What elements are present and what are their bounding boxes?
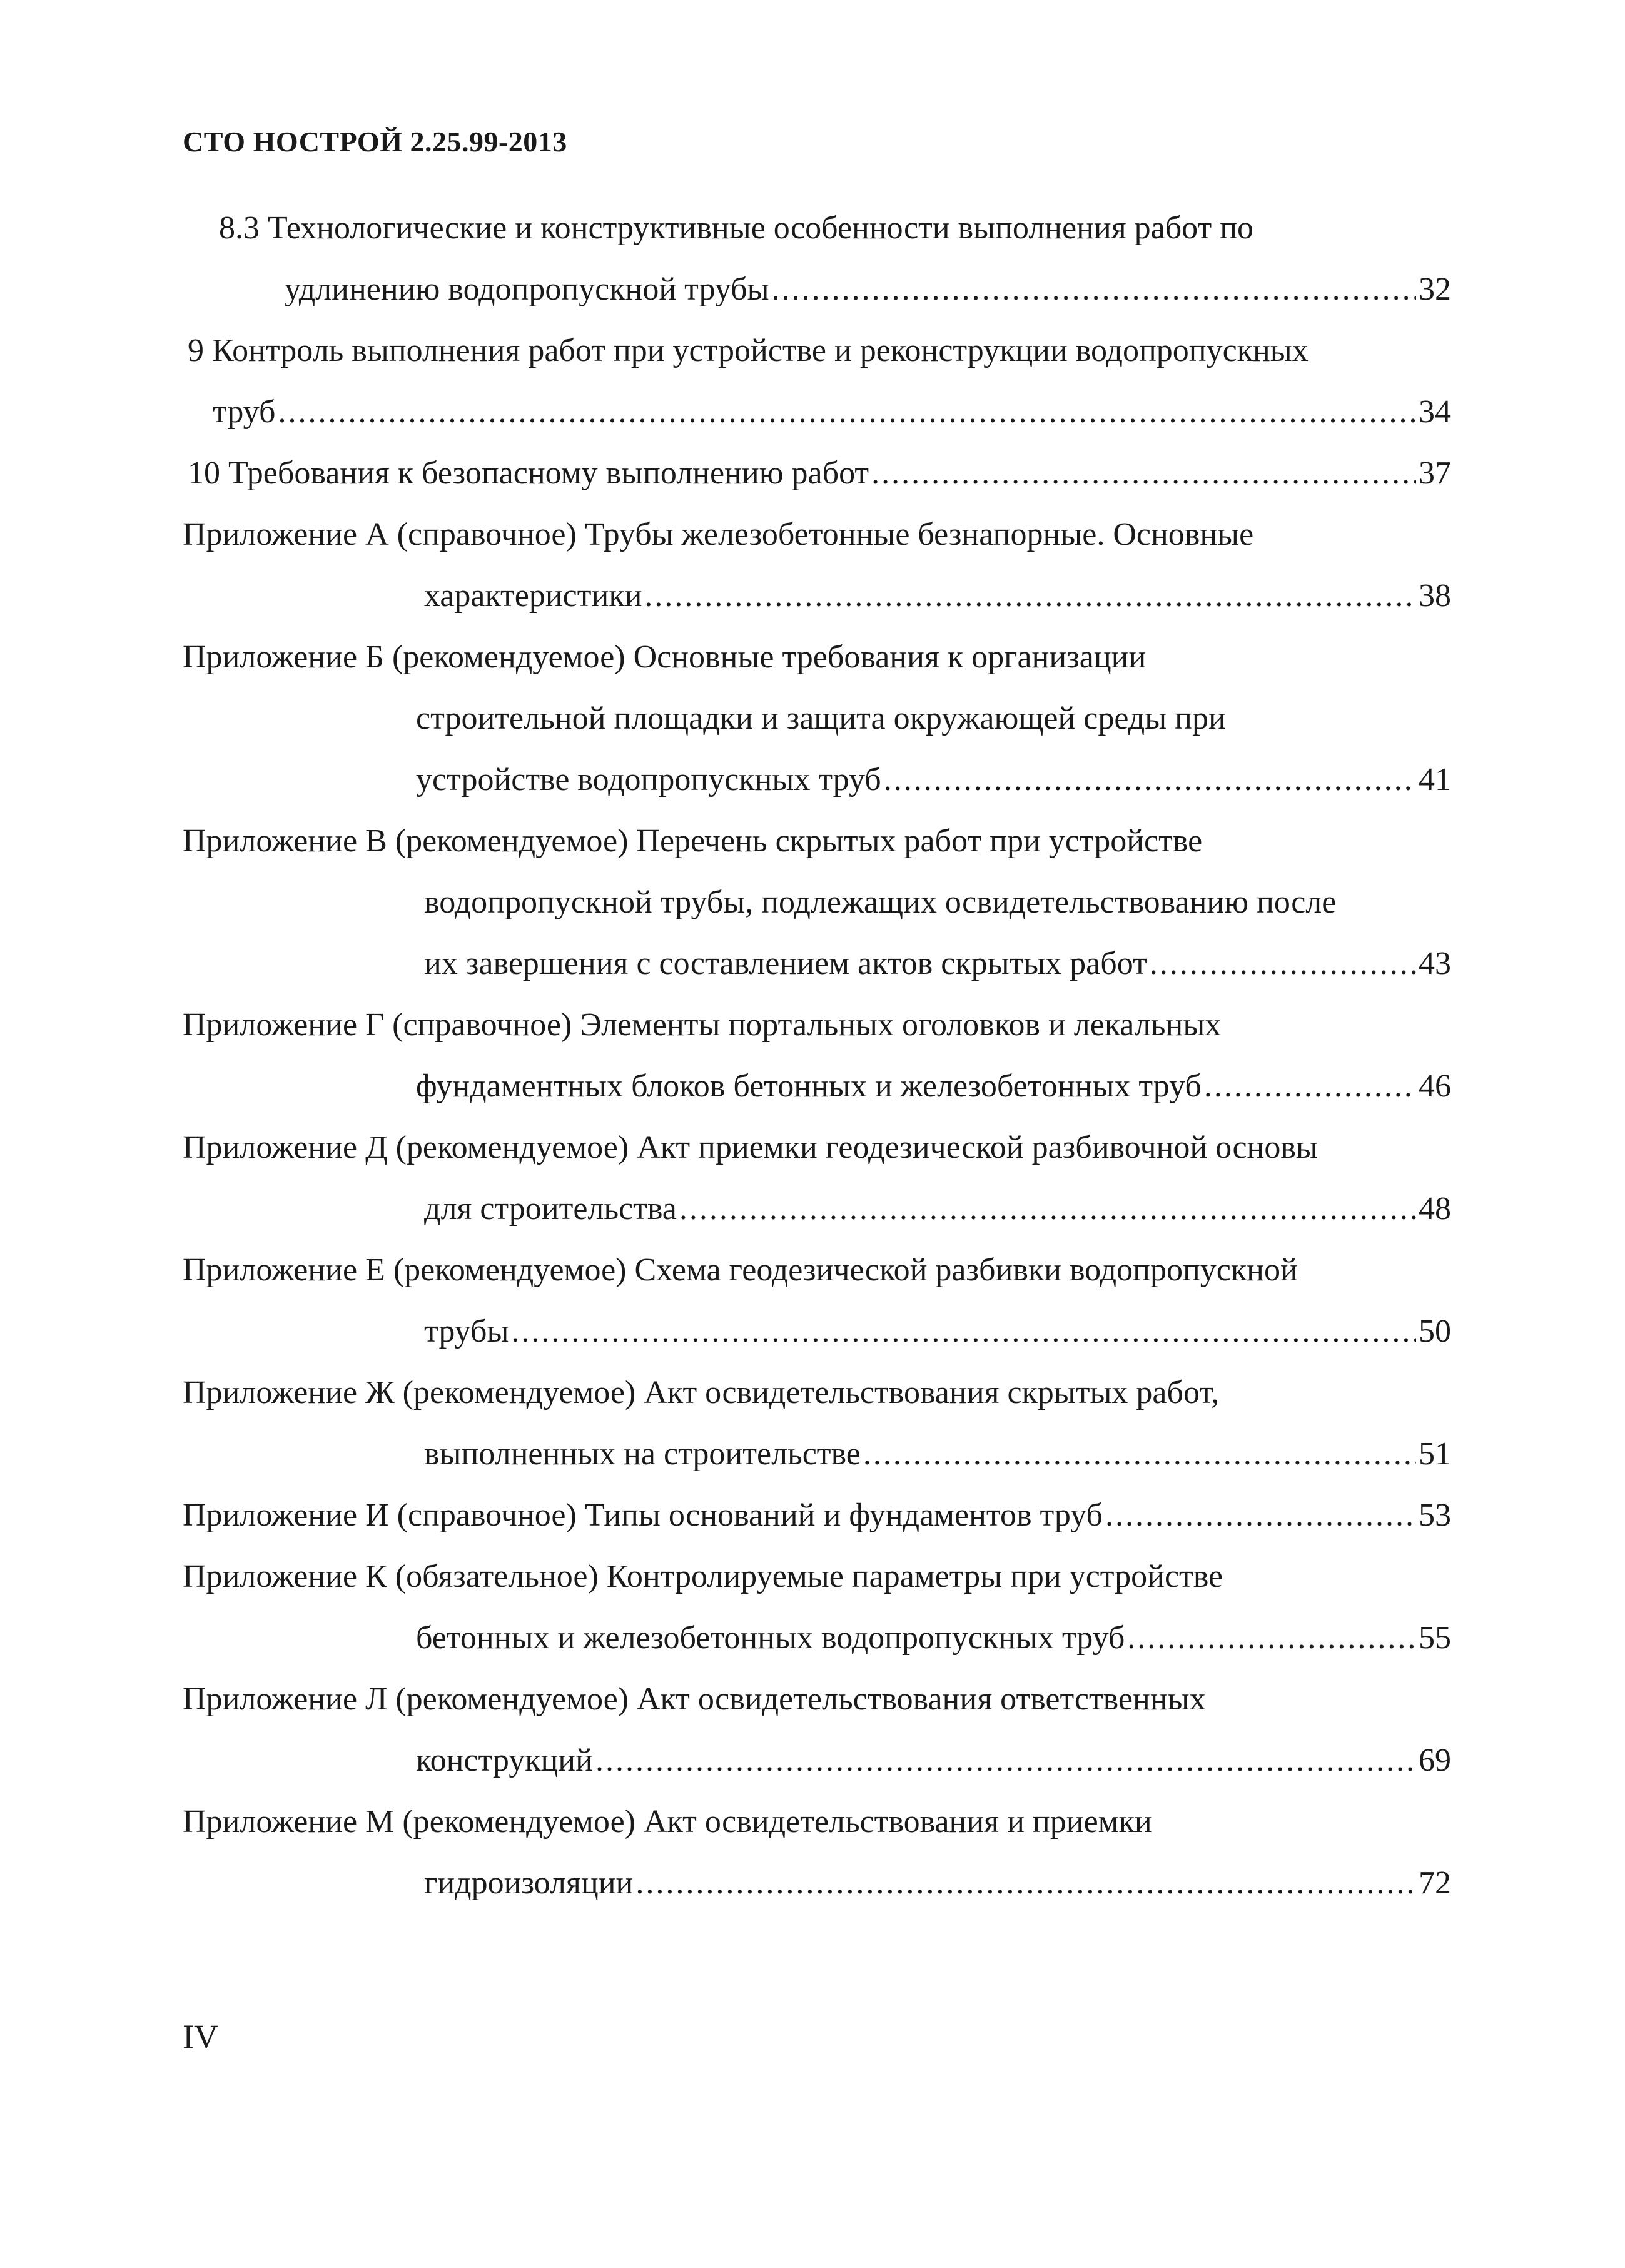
toc-leader-dots <box>1127 1613 1416 1663</box>
toc-entry-row <box>424 939 1451 989</box>
toc-leader-dots <box>1105 1491 1416 1541</box>
toc-entry-row <box>188 448 1451 499</box>
toc-leader-dots <box>679 1184 1416 1234</box>
toc-leader-dots <box>871 448 1416 499</box>
toc-entry-row <box>424 1307 1451 1357</box>
toc-entry-row <box>285 265 1451 315</box>
toc-entry-title: конструкций <box>416 1743 593 1778</box>
toc-entry-title: бетонных и железобетонных водопропускных труб <box>416 1620 1125 1656</box>
toc-entry-title: Приложение А (справочное) Трубы железобетонные безнапорные. Основные <box>183 517 1254 552</box>
toc-page-number: 32 <box>1419 271 1451 307</box>
toc-page-number: 38 <box>1419 578 1451 614</box>
toc-leader-dots <box>863 1429 1416 1479</box>
toc-page-number: 43 <box>1419 946 1451 981</box>
toc-page-number: 55 <box>1419 1620 1451 1656</box>
toc-entry-title: Приложение Г (справочное) Элементы портальных оголовков и лекальных <box>183 1007 1222 1043</box>
toc-entry-title: Приложение Л (рекомендуемое) Акт освидетельствования ответственных <box>183 1681 1206 1717</box>
toc-entry-title: трубы <box>424 1314 509 1349</box>
toc-entry-title: удлинению водопропускной трубы <box>285 271 769 307</box>
toc-page-number: 46 <box>1419 1068 1451 1104</box>
toc-entry-title: Приложение Б (рекомендуемое) Основные требования к организации <box>183 639 1147 675</box>
toc-leader-dots <box>1204 1061 1416 1111</box>
toc-leader-dots <box>511 1307 1416 1357</box>
toc-leader-dots <box>884 755 1416 805</box>
toc-entry-row <box>416 755 1451 805</box>
toc-entry-title: Приложение Д (рекомендуемое) Акт приемки геодезической разбивочной основы <box>183 1130 1318 1165</box>
document-header: СТО НОСТРОЙ 2.25.99-2013 <box>183 126 567 158</box>
toc-entry-title: труб <box>213 394 276 430</box>
toc-entry-row <box>424 1184 1451 1234</box>
toc-entry-title: Приложение М (рекомендуемое) Акт освидетельствования и приемки <box>183 1804 1152 1840</box>
toc-entry-row <box>416 1613 1451 1663</box>
toc-entry-title: гидроизоляции <box>424 1865 634 1901</box>
toc-entry-row <box>424 1858 1451 1908</box>
toc-page-number: 37 <box>1419 455 1451 491</box>
toc-entry-title: Приложение И (справочное) Типы оснований и фундаментов труб <box>183 1497 1103 1533</box>
toc-page-number: 53 <box>1419 1497 1451 1533</box>
toc-entry-row <box>424 571 1451 621</box>
toc-entry-row <box>213 387 1451 437</box>
toc-leader-dots <box>635 1858 1416 1908</box>
toc-entry-title: водопропускной трубы, подлежащих освидетельствованию после <box>424 884 1337 920</box>
toc-entry-title: Приложение К (обязательное) Контролируемые параметры при устройстве <box>183 1559 1223 1594</box>
toc-page-number: 72 <box>1419 1865 1451 1901</box>
toc-page-number: 51 <box>1419 1436 1451 1472</box>
toc-entry-title: для строительства <box>424 1191 677 1227</box>
toc-entry-title: выполненных на строительстве <box>424 1436 861 1472</box>
toc-entry-title: 9 Контроль выполнения работ при устройстве и реконструкции водопропускных <box>188 333 1309 368</box>
toc-entry-row <box>416 1061 1451 1111</box>
toc-entry-row <box>183 1491 1451 1541</box>
toc-page-number: 41 <box>1419 762 1451 797</box>
toc-entry-row <box>416 1736 1451 1786</box>
toc-page-number: 50 <box>1419 1314 1451 1349</box>
toc-entry-row <box>424 1429 1451 1479</box>
toc-entry-title: Приложение В (рекомендуемое) Перечень скрытых работ при устройстве <box>183 823 1203 859</box>
toc-entry-title: 8.3 Технологические и конструктивные особенности выполнения работ по <box>219 210 1254 246</box>
toc-entry-title: фундаментных блоков бетонных и железобетонных труб <box>416 1068 1202 1104</box>
toc-leader-dots <box>278 387 1416 437</box>
toc-leader-dots <box>772 265 1416 315</box>
toc-page-number: 48 <box>1419 1191 1451 1227</box>
toc-entry-title: Приложение Е (рекомендуемое) Схема геодезической разбивки водопропускной <box>183 1252 1298 1288</box>
toc-entry-title: Приложение Ж (рекомендуемое) Акт освидетельствования скрытых работ, <box>183 1375 1220 1410</box>
toc-entry-title: характеристики <box>424 578 642 614</box>
toc-leader-dots <box>595 1736 1416 1786</box>
toc-entry-title: 10 Требования к безопасному выполнению работ <box>188 455 869 491</box>
page-number: IV <box>183 2018 218 2055</box>
toc-page-number: 69 <box>1419 1743 1451 1778</box>
toc-leader-dots <box>1150 939 1416 989</box>
toc-entry-title: строительной площадки и защита окружающей среды при <box>416 701 1226 736</box>
toc-entry-title: их завершения с составлением актов скрытых работ <box>424 946 1147 981</box>
toc-entry-title: устройстве водопропускных труб <box>416 762 881 797</box>
toc-leader-dots <box>644 571 1416 621</box>
toc-page-number: 34 <box>1419 394 1451 430</box>
